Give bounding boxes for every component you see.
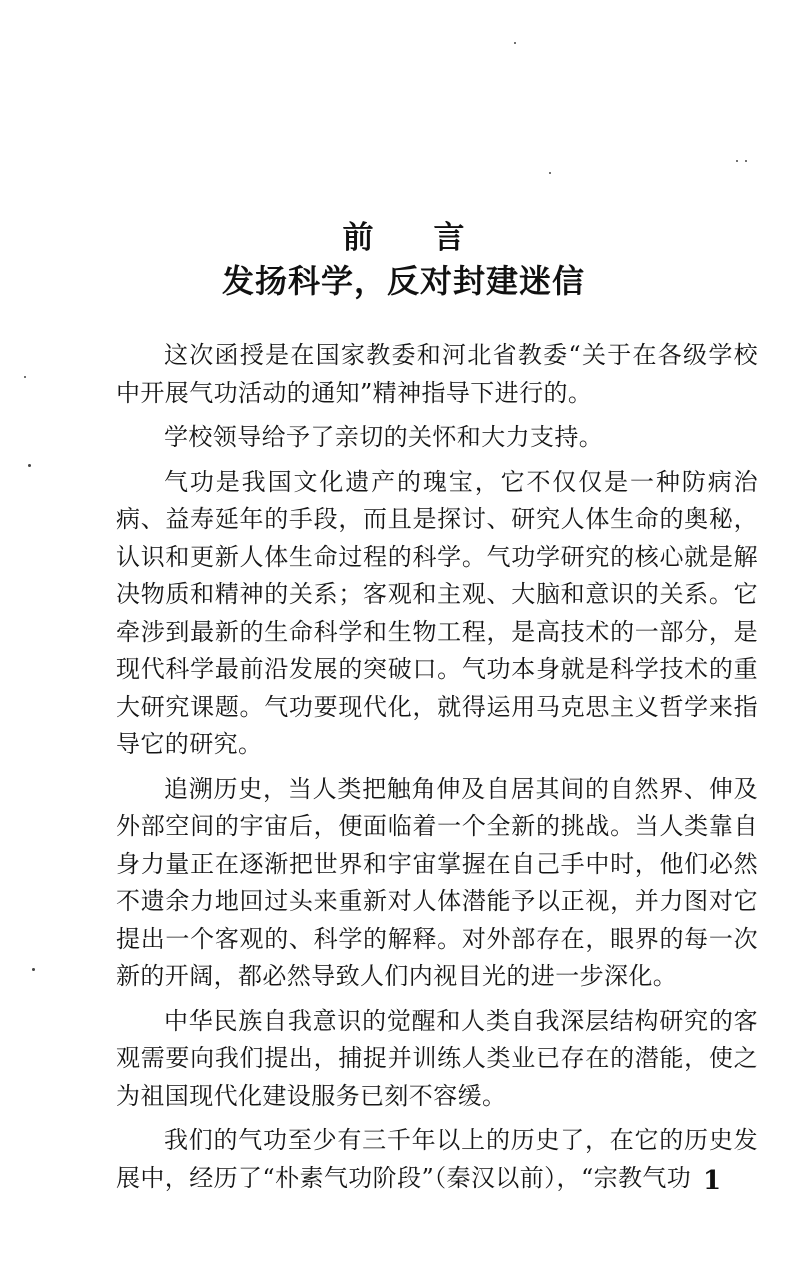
scan-speck bbox=[549, 172, 551, 174]
paragraph: 气功是我国文化遗产的瑰宝，它不仅仅是一种防病治病、益寿延年的手段，而且是探讨、研究人体生命的奥秘，认识和更新人体生命过程的科学。气功学研究的核心就是解决物质和精神的关系；客观和主观、大脑和意识的关系。它牵涉到最新的生命科学和生物工程，是高技术的一部分，是现代科学最前沿发展的突破口。气功本身就是科学技术的重大研究课题。气功要现代化，就得运用马克思主义哲学来指导它的研究。 bbox=[116, 467, 758, 758]
paragraph: 学校领导给予了亲切的关怀和大力支持。 bbox=[164, 423, 604, 451]
paragraph: 中华民族自我意识的觉醒和人类自我深层结构研究的客观需要向我们提出，捕捉并训练人类业已存在的潜能，使之为祖国现代化建设服务已刻不容缓。 bbox=[116, 1006, 758, 1110]
scan-speck bbox=[745, 160, 747, 162]
scan-speck bbox=[736, 160, 738, 162]
section-label: 前言 bbox=[342, 220, 525, 256]
scan-speck bbox=[514, 42, 516, 44]
scan-speck bbox=[24, 376, 26, 378]
section-title: 发扬科学，反对封建迷信 bbox=[221, 262, 585, 300]
scan-speck bbox=[28, 464, 31, 467]
page-number: 1 bbox=[703, 1166, 722, 1196]
scan-speck bbox=[32, 968, 35, 971]
paragraph: 追溯历史，当人类把触角伸及自居其间的自然界、伸及外部空间的宇宙后，便面临着一个全新的挑战。当人类靠自身力量正在逐渐把世界和宇宙掌握在自己手中时，他们必然不遗余力地回过头来重新对人体潜能予以正视，并力图对它提出一个客观的、科学的解释。对外部存在，眼界的每一次新的开阔，都必然导致人们内视目光的进一步深化。 bbox=[116, 774, 758, 990]
paragraph: 我们的气功至少有三千年以上的历史了，在它的历史发展中，经历了“朴素气功阶段”（秦汉以前），“宗教气功 bbox=[116, 1126, 758, 1192]
paragraph: 这次函授是在国家教委和河北省教委“关于在各级学校中开展气功活动的通知”精神指导下进行的。 bbox=[116, 341, 758, 407]
body-text bbox=[116, 337, 758, 1204]
